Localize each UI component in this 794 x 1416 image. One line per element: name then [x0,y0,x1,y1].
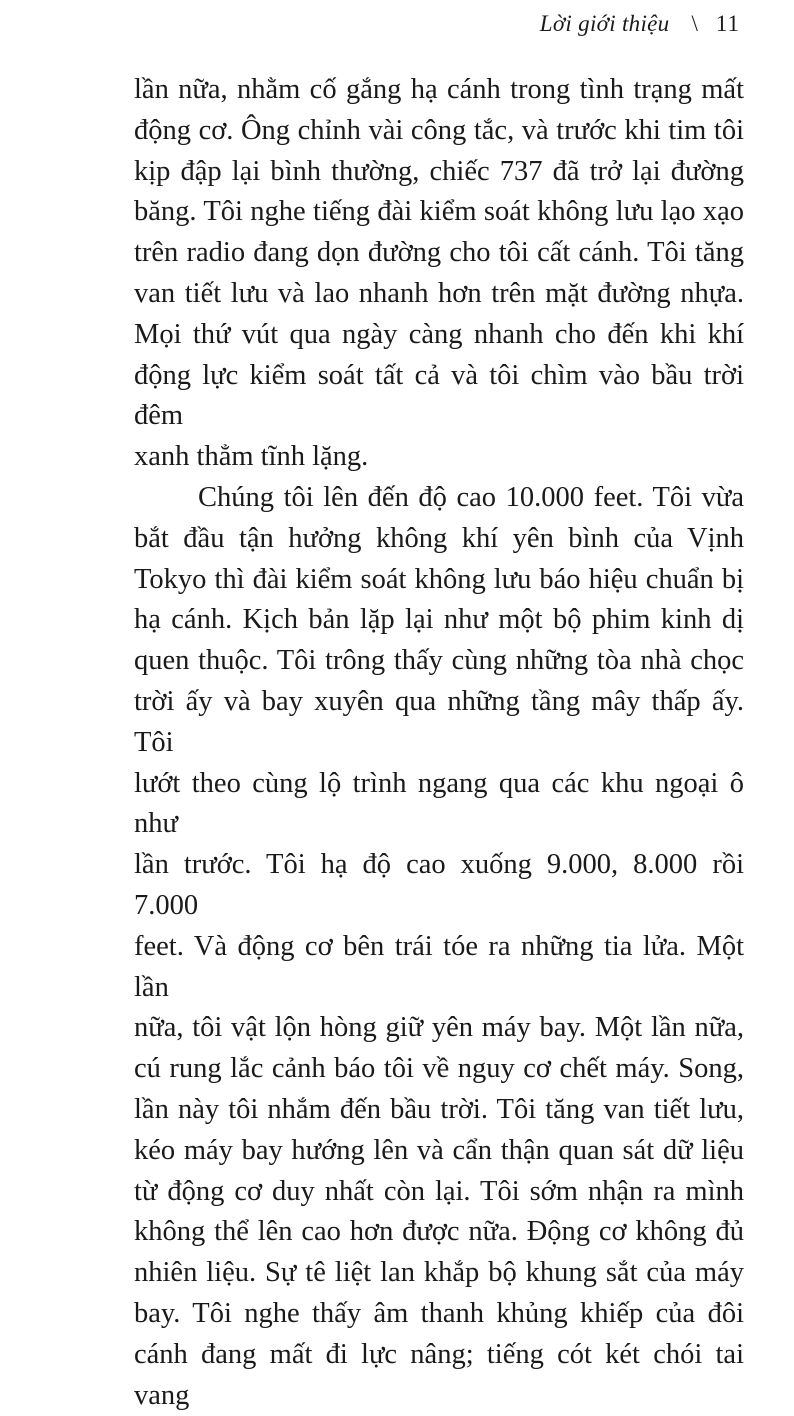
text-line: trời ấy và bay xuyên qua những tầng mây thấp ấy. Tôi [134,685,744,758]
body-text [134,70,744,1416]
text-line: cú rung lắc cảnh báo tôi về nguy cơ chết máy. Song, [134,1053,744,1085]
text-line: quen thuộc. Tôi trông thấy cùng những tòa nhà chọc [134,645,744,677]
text-line: bắt đầu tận hưởng không khí yên bình của Vịnh [134,522,744,554]
running-header [0,4,740,44]
text-line: bay. Tôi nghe thấy âm thanh khủng khiếp của đôi [134,1297,744,1329]
text-line: băng. Tôi nghe tiếng đài kiểm soát không lưu lạo xạo [134,196,744,228]
text-line: xanh thẳm tĩnh lặng. [134,441,369,473]
text-line: kéo máy bay hướng lên và cẩn thận quan sát dữ liệu [134,1134,744,1166]
text-line: trên radio đang dọn đường cho tôi cất cánh. Tôi tăng [134,237,744,269]
text-line: lần trước. Tôi hạ độ cao xuống 9.000, 8.000 rồi 7.000 [134,849,744,921]
page-number: 11 [715,11,740,36]
text-line: không thể lên cao hơn được nữa. Động cơ không đủ [134,1216,744,1248]
paragraph-2 [134,478,744,1416]
text-line: động cơ. Ông chỉnh vài công tắc, và trước khi tim tôi [134,114,744,146]
text-line: hạ cánh. Kịch bản lặp lại như một bộ phim kinh dị [134,604,744,636]
chapter-title: Lời giới thiệu [539,11,670,36]
text-line: Tokyo thì đài kiểm soát không lưu báo hiệu chuẩn bị [134,563,744,595]
text-line: lần này tôi nhắm đến bầu trời. Tôi tăng van tiết lưu, [134,1093,744,1125]
text-line: Chúng tôi lên đến độ cao 10.000 feet. Tôi vừa [198,481,744,513]
header-separator: \ [691,11,698,36]
text-line: nhiên liệu. Sự tê liệt lan khắp bộ khung sắt của máy [134,1257,744,1289]
text-line: lần nữa, nhằm cố gắng hạ cánh trong tình trạng mất [134,74,744,105]
text-line: cánh đang mất đi lực nâng; tiếng cót két chói tai vang [134,1338,744,1411]
text-line: Mọi thứ vút qua ngày càng nhanh cho đến khi khí [134,318,744,350]
text-line: van tiết lưu và lao nhanh hơn trên mặt đường nhựa. [134,277,744,309]
text-line: lướt theo cùng lộ trình ngang qua các khu ngoại ô như [134,767,744,840]
text-line: nữa, tôi vật lộn hòng giữ yên máy bay. Một lần nữa, [134,1012,744,1044]
paragraph-1 [134,70,744,478]
text-line: động lực kiểm soát tất cả và tôi chìm vào bầu trời đêm [134,359,744,432]
text-line: từ động cơ duy nhất còn lại. Tôi sớm nhận ra mình [134,1175,744,1207]
text-line: feet. Và động cơ bên trái tóe ra những tia lửa. Một lần [134,930,744,1003]
text-line: kịp đập lại bình thường, chiếc 737 đã trở lại đường [134,155,744,187]
